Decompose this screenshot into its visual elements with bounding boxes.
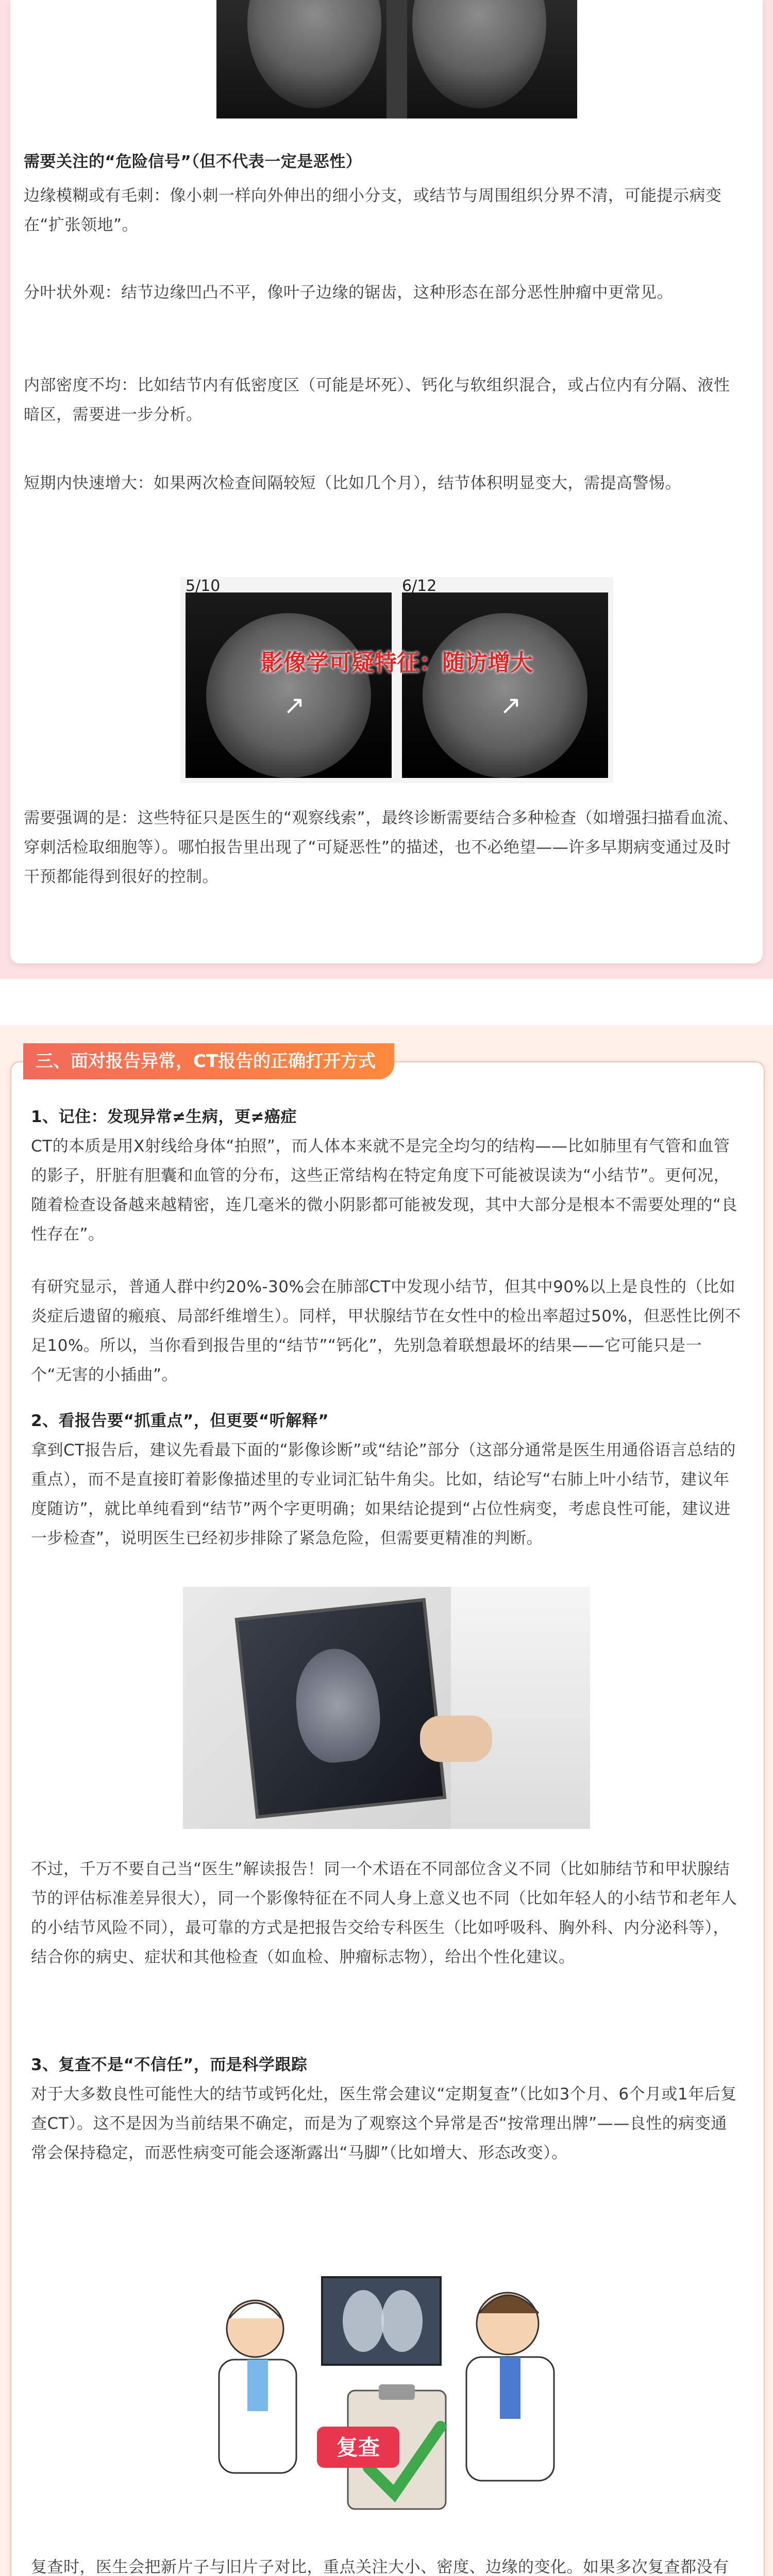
step-1-text: CT的本质是用X射线给身体“拍照”，而人体本来就不是完全均匀的结构——比如肺里有气管和血管的影子，肝脏有胆囊和血管的分布，这些正常结构在特定角度下可能被误读为“小结节”。更何况，随着检查设备越来越精密，连几毫米的微小阴影都可能被发现，其中大部分是根本不需要处理的“良性存在”。 [31, 1137, 738, 1244]
paragraph-lobulated: 分叶状外观：结节边缘凹凸不平，像叶子边缘的锯齿，这种形态在部分恶性肿瘤中更常见。 [24, 283, 673, 302]
step-3-followup: 复查时，医生会把新片子与旧片子对比，重点关注大小、密度、边缘的变化。如果多次复查都没有 [31, 2558, 729, 2576]
danger-closing-note: 需要强调的是：这些特征只是医生的“观察线索”，最终诊断需要结合多种检查（如增强扫描看血流、穿刺活检取细胞等）。哪怕报告里出现了“可疑恶性”的描述，也不必绝望——许多早期病变通过及时干预都能得到很好的控制。 [24, 809, 739, 886]
ct-red-caption: 影像学可疑特征：随访增大 [261, 650, 533, 676]
doctor-patient-cartoon [198, 2257, 580, 2524]
ct-label-after: 6/12 [402, 577, 437, 595]
ct-scan-image-top [216, 0, 577, 118]
paragraph-edge: 边缘模糊或有毛刺：像小刺一样向外伸出的细小分支，或结节与周围组织分界不清，可能提示病变在“扩张领地”。 [24, 187, 722, 234]
ct-comparison-figure: ↗ ↗ 5/10 6/12 影像学可疑特征：随访增大 [180, 577, 613, 783]
steps-section-header: 三、面对报告异常，CT报告的正确打开方式 [23, 1043, 394, 1079]
step-3-text: 对于大多数良性可能性大的结节或钙化灶，医生常会建议“定期复查”（比如3个月、6个月或1年后复查CT）。这不是因为当前结果不确定，而是为了观察这个异常是否“按常理出牌”——良性的病变通常会保持稳定，而恶性病变可能会逐渐露出“马脚”（比如增大、形态改变）。 [31, 2085, 737, 2162]
step-2-text: 拿到CT报告后，建议先看最下面的“影像诊断”或“结论”部分（这部分通常是医生用通俗语言总结的重点），而不是直接盯着影像描述里的专业词汇钻牛角尖。比如，结论写“右肺上叶小结节，建议年度随访”，就比单纯看到“结节”两个字更明确；如果结论提到“占位性病变，考虑良性可能，建议进一步检查”，说明医生已经初步排除了紧急危险，但需要更精准的判断。 [31, 1441, 736, 1548]
paragraph-density: 内部密度不均：比如结节内有低密度区（可能是坏死）、钙化与软组织混合，或占位内有分隔、液性暗区，需要进一步分析。 [24, 376, 730, 424]
step-3-title: 3、复查不是“不信任”，而是科学跟踪 [31, 2056, 308, 2074]
recheck-cartoon-illustration [198, 2257, 580, 2524]
step-1-followup: 有研究显示，普通人群中约20%-30%会在肺部CT中发现小结节，但其中90%以上是良性的（比如炎症后遗留的瘢痕、局部纤维增生）。同样，甲状腺结节在女性中的检出率超过50%，但恶性比例不足10%。所以，当你看到报告里的“结节”“钙化”，先别急着联想最坏的结果——它可能只是一个“无害的小插曲”。 [31, 1278, 741, 1384]
step-2-followup: 不过，千万不要自己当“医生”解读报告！同一个术语在不同部位含义不同（比如肺结节和甲状腺结节的评估标准差异很大），同一个影像特征在不同人身上意义也不同（比如年轻人的小结节和老年人的小结节风险不同），最可靠的方式是把报告交给专科医生（比如呼吸科、胸外科、内分泌科等），结合你的病史、症状和其他检查（如血检、肿瘤标志物），给出个性化建议。 [31, 1860, 737, 1967]
paragraph-growth: 短期内快速增大：如果两次检查间隔较短（比如几个月），结节体积明显变大，需提高警惕。 [24, 474, 681, 493]
ct-label-before: 5/10 [186, 577, 221, 595]
step-1-title: 1、记住：发现异常≠生病，更≠癌症 [31, 1108, 297, 1126]
danger-signal-title: 需要关注的“危险信号”（但不代表一定是恶性） [24, 152, 362, 171]
step-2-title: 2、看报告要“抓重点”，但更要“听解释” [31, 1412, 329, 1430]
recheck-stamp-text: 复查 [336, 2435, 380, 2460]
danger-signal-card [10, 0, 763, 963]
doctor-reading-xray-photo [183, 1587, 590, 1829]
